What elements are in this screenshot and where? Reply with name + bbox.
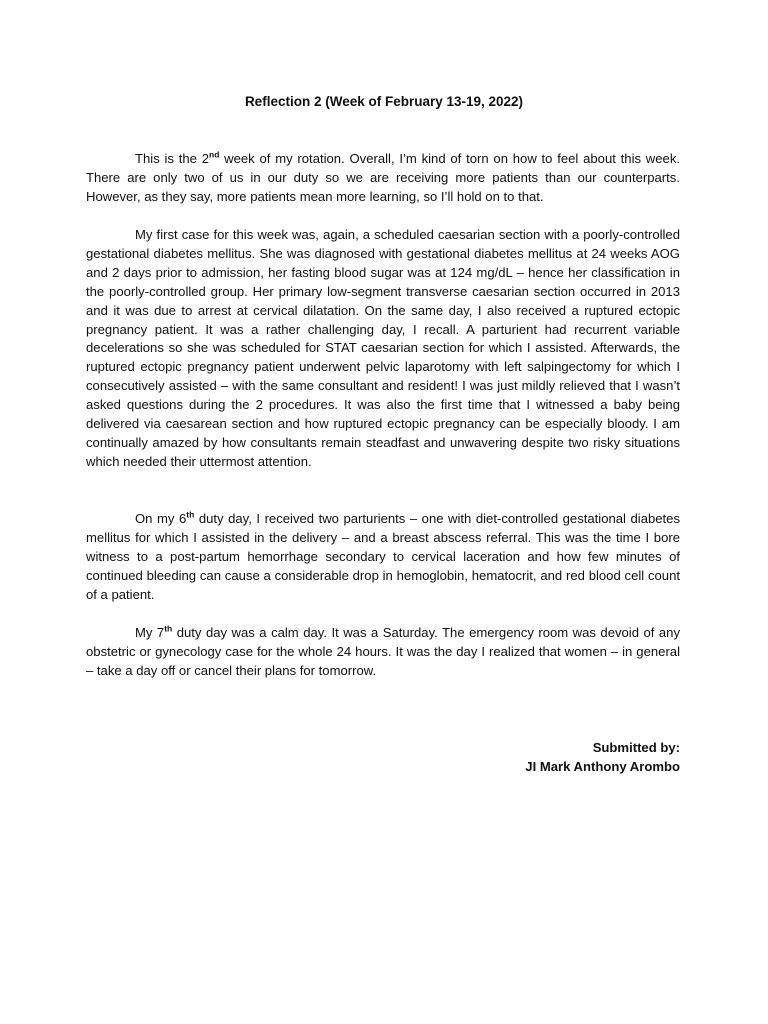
paragraph-1-rest: week of my rotation. Overall, I’m kind of torn on how to feel about this week. There are only two of us in our duty so we are receiving more patients than our counterparts. However, as they say, more patients mean more learning, so I’ll hold on to that. (86, 151, 680, 204)
paragraph-3 (86, 510, 680, 605)
ordinal-suffix: th (164, 623, 173, 634)
paragraph-3-start: On my 6 (135, 511, 187, 526)
paragraph-3-rest: duty day, I received two parturients – one with diet-controlled gestational diabetes mellitus for which I assisted in the delivery – and a breast abscess referral. This was the time I bore witness to a post-partum hemorrhage secondary to cervical laceration and how few minutes of continued bleeding can cause a considerable drop in hemoglobin, hematocrit, and red blood cell count of a patient. (86, 511, 681, 602)
paragraph-1 (86, 150, 680, 207)
paragraph-1-start: This is the 2 (135, 151, 209, 166)
paragraph-4-rest: duty day was a calm day. It was a Saturday. The emergency room was devoid of any obstetric or gynecology case for the whole 24 hours. It was the day I realized that women – in general – take a day off or cancel their plans for tomorrow. (86, 625, 680, 678)
author-name: JI Mark Anthony Arombo (525, 759, 680, 774)
ordinal-suffix: nd (209, 149, 220, 160)
ordinal-suffix: th (186, 509, 195, 520)
document-title: Reflection 2 (Week of February 13-19, 2022) (244, 94, 524, 109)
paragraph-4 (86, 624, 680, 681)
paragraph-2: My first case for this week was, again, a scheduled caesarian section with a poorly-controlled gestational diabetes mellitus. She was diagnosed with gestational diabetes mellitus at 24 weeks AOG and 2 days prior to admission, her fasting blood sugar was at 124 mg/dL – hence her classification in the poorly-controlled group. Her primary low-segment transverse caesarian section occurred in 2013 and it was due to arrest at cervical dilatation. On the same day, I also received a ruptured ectopic pregnancy patient. It was a rather challenging day, I recall. A parturient had recurrent variable decelerations so she was scheduled for STAT caesarian section for which I assisted. Afterwards, the ruptured ectopic pregnancy patient underwent pelvic laparotomy with left salpingectomy for which I consecutively assisted – with the same consultant and resident! I was just mildly relieved that I wasn’t asked questions during the 2 procedures. It was also the first time that I witnessed a baby being delivered via caesarean section and how ruptured ectopic pregnancy can be especially bloody. I am continually amazed by how consultants remain steadfast and unwavering despite two risky situations which needed their uttermost attention. (86, 227, 680, 469)
paragraph-4-start: My 7 (135, 625, 165, 640)
submitted-by-label: Submitted by: (592, 740, 680, 755)
